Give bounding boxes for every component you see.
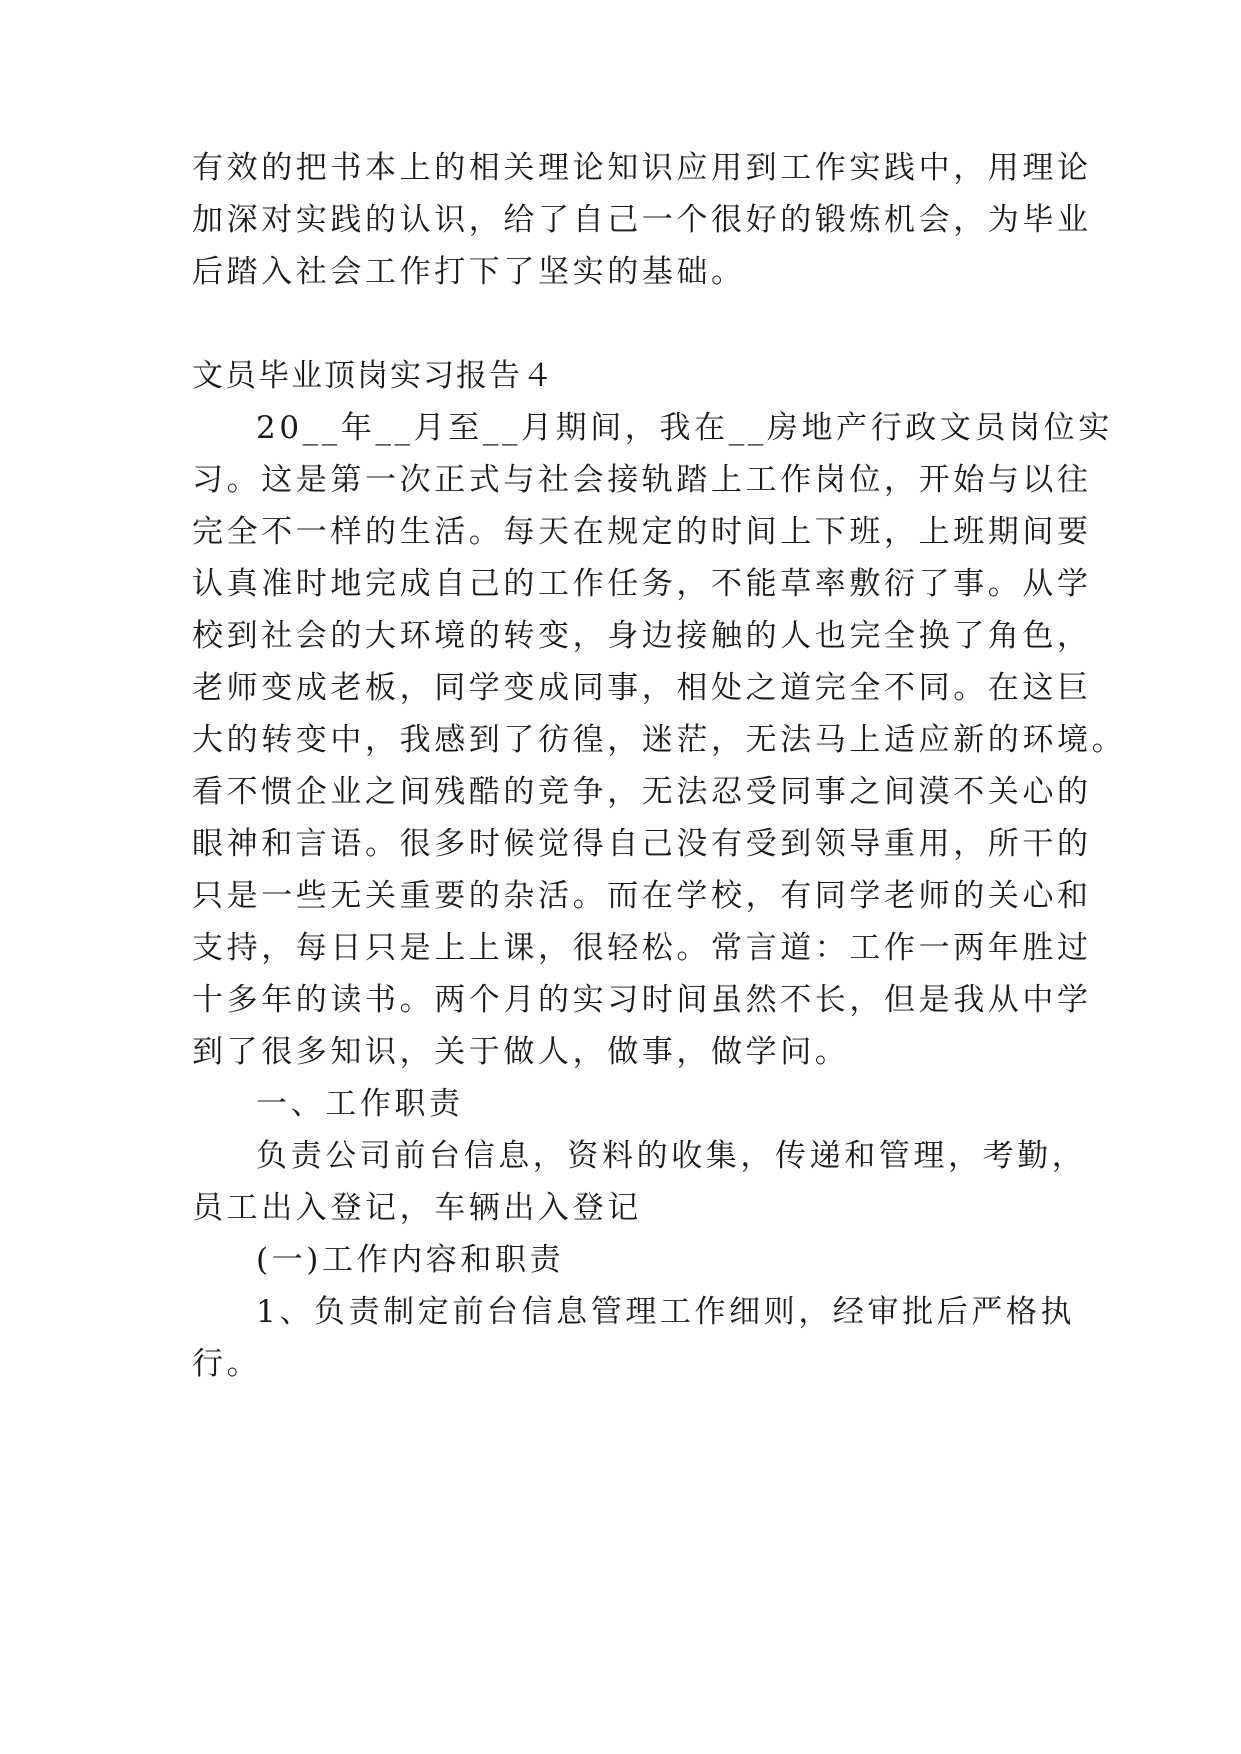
paragraph-line: 看不惯企业之间残酷的竞争，无法忍受同事之间漠不关心的	[192, 774, 1092, 810]
paragraph-line: 负责公司前台信息，资料的收集，传递和管理，考勤，	[256, 1138, 1087, 1174]
paragraph-line: 习。这是第一次正式与社会接轨踏上工作岗位，开始与以往	[192, 462, 1092, 498]
paragraph-line: 加深对实践的认识，给了自己一个很好的锻炼机会，为毕业	[192, 202, 1092, 238]
subheading: 一、工作职责	[256, 1086, 464, 1122]
list-item-line: 行。	[192, 1346, 262, 1382]
paragraph-line: 支持，每日只是上上课，很轻松。常言道：工作一两年胜过	[192, 930, 1092, 966]
paragraph-line: 老师变成老板，同学变成同事，相处之道完全不同。在这巨	[192, 670, 1092, 706]
paragraph-line: 20__年__月至__月期间，我在__房地产行政文员岗位实	[256, 410, 1113, 446]
subheading: (一)工作内容和职责	[256, 1242, 565, 1278]
paragraph-line: 有效的把书本上的相关理论知识应用到工作实践中，用理论	[192, 150, 1092, 186]
paragraph-line: 后踏入社会工作打下了坚实的基础。	[192, 254, 746, 290]
paragraph-line: 完全不一样的生活。每天在规定的时间上下班，上班期间要	[192, 514, 1092, 550]
paragraph-line: 认真准时地完成自己的工作任务，不能草率敷衍了事。从学	[192, 566, 1092, 602]
paragraph-line: 眼神和言语。很多时候觉得自己没有受到领导重用，所干的	[192, 826, 1092, 862]
paragraph-line: 校到社会的大环境的转变，身边接触的人也完全换了角色，	[192, 618, 1092, 654]
paragraph-line: 只是一些无关重要的杂活。而在学校，有同学老师的关心和	[192, 878, 1092, 914]
paragraph-line: 到了很多知识，关于做人，做事，做学问。	[192, 1034, 850, 1070]
paragraph-line: 员工出入登记，车辆出入登记	[192, 1190, 642, 1226]
list-item-line: 1、负责制定前台信息管理工作细则，经审批后严格执	[256, 1294, 1076, 1330]
section-title: 文员毕业顶岗实习报告４	[192, 358, 555, 394]
paragraph-line: 十多年的读书。两个月的实习时间虽然不长，但是我从中学	[192, 982, 1092, 1018]
paragraph-line: 大的转变中，我感到了彷徨，迷茫，无法马上适应新的环境。	[192, 722, 1127, 758]
